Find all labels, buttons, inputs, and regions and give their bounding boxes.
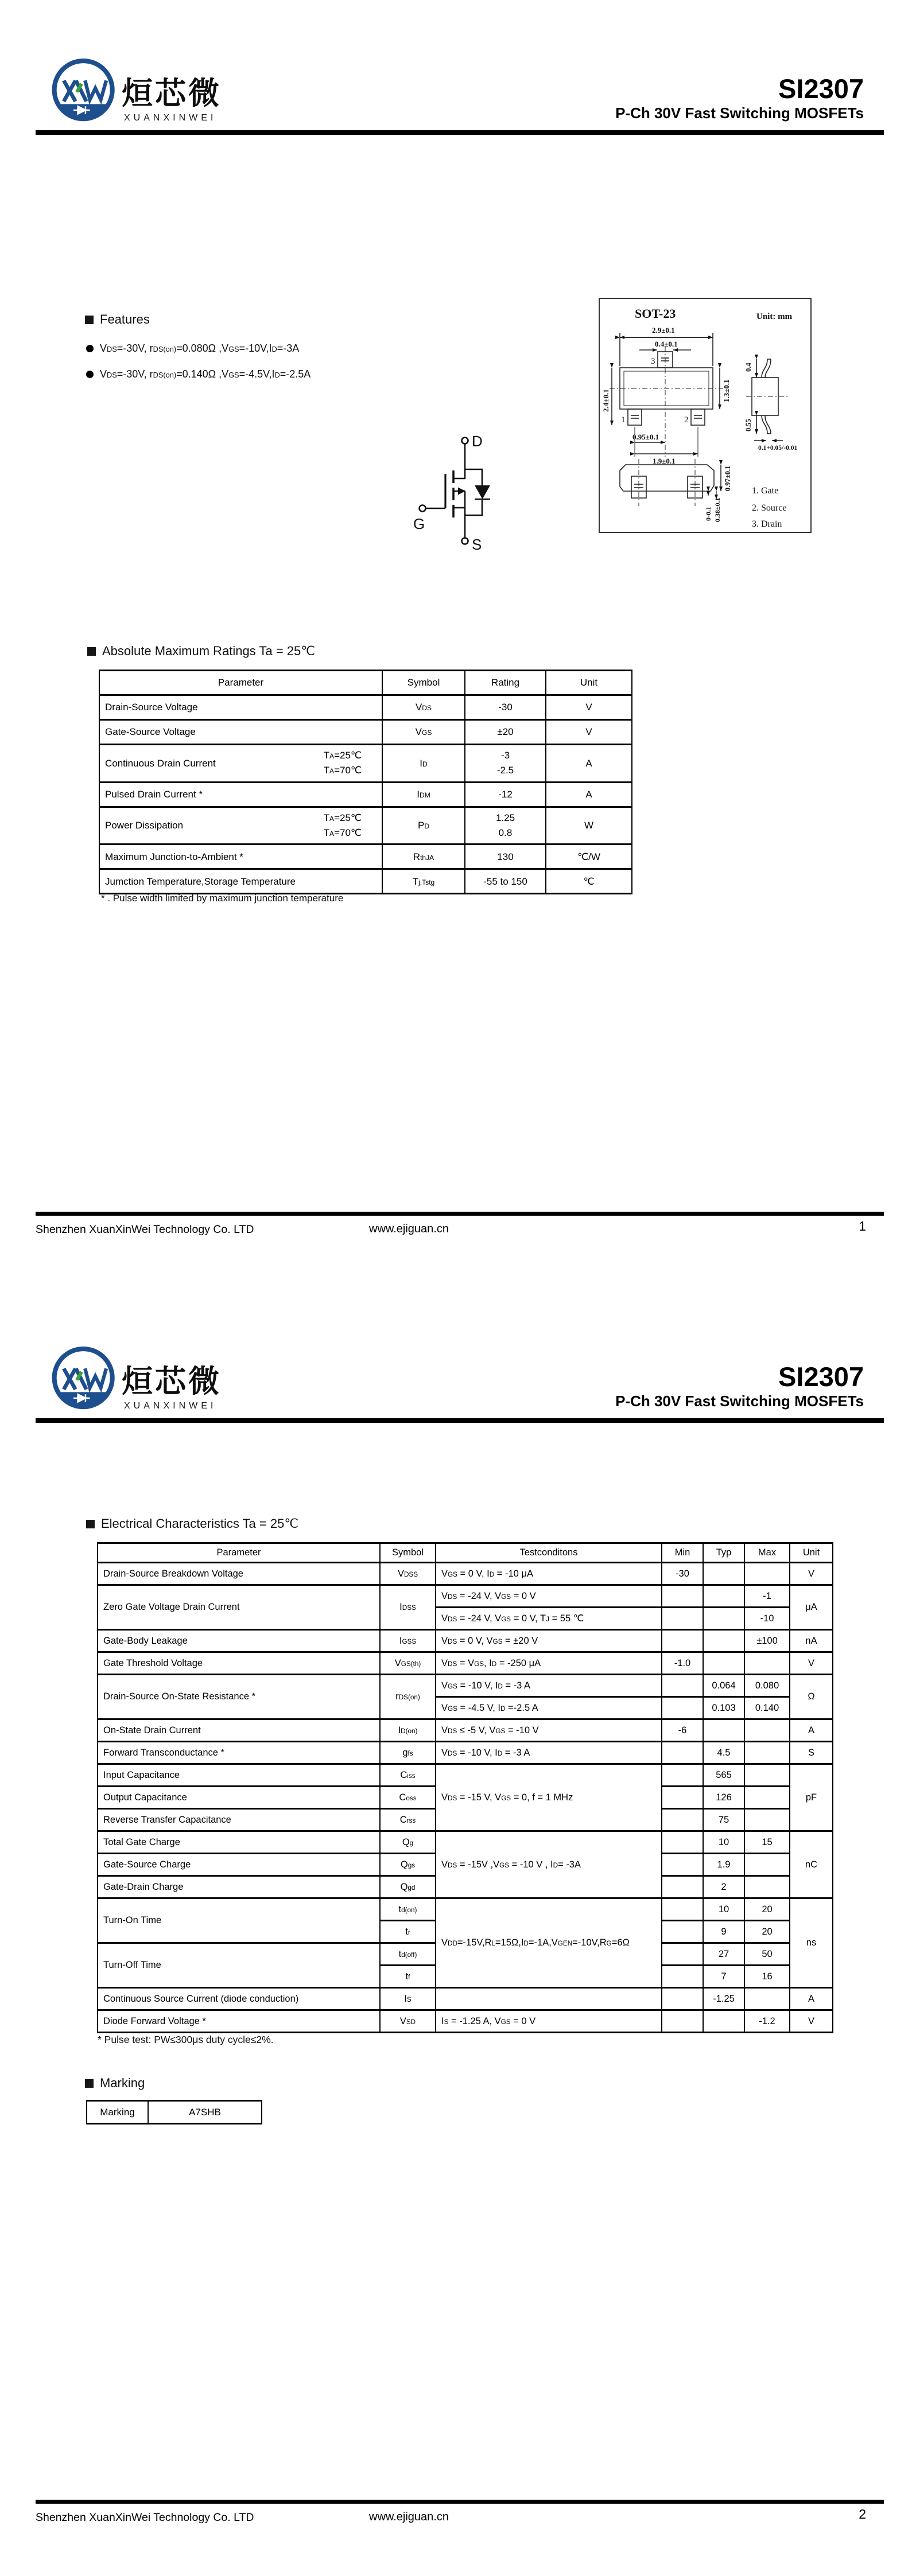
part-number: SI2307 <box>778 1361 864 1392</box>
table-header-row <box>98 1543 833 1563</box>
cell: VDS = VGS, ID = -250 μA <box>436 1652 662 1675</box>
cell <box>436 1988 662 2010</box>
cell: Gate Threshold Voltage <box>98 1652 380 1675</box>
dim-lead-thickness: 0.1+0.05/-0.01 <box>758 445 798 452</box>
cell: IS <box>380 1988 436 2010</box>
cell: Input Capacitance <box>98 1764 380 1787</box>
brand-name-chinese: 烜芯微 <box>122 1364 222 1399</box>
cell: 9 <box>703 1921 744 1943</box>
cell <box>744 1988 790 2010</box>
table-row <box>99 782 632 807</box>
feature-item <box>86 368 311 380</box>
company-logo <box>49 1344 121 1415</box>
marking-value-cell: A7SHB <box>148 2101 262 2124</box>
cell: V <box>790 2010 833 2033</box>
cell: -1.25 <box>703 1988 744 2010</box>
cell <box>662 1876 703 1898</box>
header-cell: Rating <box>465 671 546 695</box>
part-description: P-Ch 30V Fast Switching MOSFETs <box>615 104 864 122</box>
cell: 15 <box>744 1831 790 1854</box>
cell <box>662 1697 703 1719</box>
dim-body-height: 1.3±0.1 <box>722 379 731 402</box>
cell: 130 <box>465 845 546 869</box>
cell: IS = -1.25 A, VGS = 0 V <box>436 2010 662 2033</box>
cell: Gate-Source Voltage <box>99 720 382 745</box>
company-logo <box>49 56 121 127</box>
cell: gfs <box>380 1742 436 1764</box>
cell: V <box>546 720 632 745</box>
cell: Gate-Body Leakage <box>98 1630 380 1652</box>
source-label: S <box>472 536 482 553</box>
cell: 0.080 <box>744 1675 790 1697</box>
feature-item <box>86 343 299 355</box>
table-row <box>98 1652 833 1675</box>
cell <box>662 1608 703 1630</box>
dim-profile-height: 0.97±0.1 <box>724 465 732 491</box>
section-square-icon <box>86 1520 95 1528</box>
cell: VGS(th) <box>380 1652 436 1675</box>
cell: IGSS <box>380 1630 436 1652</box>
cell: 27 <box>703 1943 744 1966</box>
header-cell: Parameter <box>98 1543 380 1563</box>
cell: VDS = -10 V, ID = -3 A <box>436 1742 662 1764</box>
package-unit-label: Unit: mm <box>756 312 793 321</box>
table-row <box>98 1563 833 1585</box>
cell: Turn-On Time <box>98 1898 380 1943</box>
dim-pin-width: 0.4±0.1 <box>655 340 678 348</box>
dim-pitch: 1.9±0.1 <box>653 457 676 465</box>
cell: VDSS <box>380 1563 436 1585</box>
cell: Ω <box>790 1675 833 1719</box>
cell <box>744 1876 790 1898</box>
cell: -30 <box>465 695 546 720</box>
pin1-number: 1 <box>621 415 626 425</box>
cell: Continuous Source Current (diode conduction) <box>98 1988 380 2010</box>
cell: A <box>790 1988 833 2010</box>
cell: W <box>546 807 632 845</box>
cell: Maximum Junction-to-Ambient * <box>99 845 382 869</box>
cell: PD <box>382 807 465 845</box>
table-row <box>99 695 632 720</box>
cell: ID <box>382 745 465 783</box>
cell: -1.0 <box>662 1652 703 1675</box>
footer-company: Shenzhen XuanXinWei Technology Co. LTD <box>36 2511 254 2524</box>
cell: 20 <box>744 1898 790 1921</box>
table-row <box>99 720 632 745</box>
condition-text: TA=70℃ <box>323 827 362 839</box>
cell: Gate-Drain Charge <box>98 1876 380 1898</box>
features-section-title <box>85 312 150 327</box>
dim-lead-bottom: 0.55 <box>744 419 752 431</box>
cell: Crss <box>380 1809 436 1831</box>
cell: tf <box>380 1966 436 1988</box>
cell: VDD=-15V,RL=15Ω,ID=-1A,VGEN=-10V,RG=6Ω <box>436 1898 662 1988</box>
cell <box>99 745 382 783</box>
dim-body-width: 2.9±0.1 <box>652 326 675 334</box>
cell: Pulsed Drain Current * <box>99 782 382 807</box>
bullet-icon <box>86 345 94 352</box>
cell <box>744 1742 790 1764</box>
cell: IDSS <box>380 1585 436 1630</box>
dim-lead-top: 0.4 <box>744 363 752 372</box>
cell: Turn-Off Time <box>98 1943 380 1988</box>
cell: VGS = -10 V, ID = -3 A <box>436 1675 662 1697</box>
brand-name-latin: XUANXINWEI <box>124 1401 217 1411</box>
cell: 1.9 <box>703 1854 744 1876</box>
cell: VGS = -4.5 V, ID =-2.5 A <box>436 1697 662 1719</box>
elec-title-text: Electrical Characteristics Ta = 25℃ <box>101 1516 299 1531</box>
cell <box>662 1675 703 1697</box>
cell <box>662 1854 703 1876</box>
cell: Zero Gate Voltage Drain Current <box>98 1585 380 1630</box>
cell: Diode Forward Voltage * <box>98 2010 380 2033</box>
section-square-icon <box>87 647 96 656</box>
cell: 20 <box>744 1921 790 1943</box>
table-row <box>98 1719 833 1742</box>
cell <box>662 1787 703 1809</box>
cell: VGS = 0 V, ID = -10 μA <box>436 1563 662 1585</box>
cell: S <box>790 1742 833 1764</box>
package-name: SOT-23 <box>635 306 676 321</box>
cell: -55 to 150 <box>465 869 546 894</box>
header-cell: Typ <box>703 1543 744 1563</box>
cell: td(on) <box>380 1898 436 1921</box>
cell: nC <box>790 1831 833 1898</box>
page-number: 2 <box>859 2507 866 2521</box>
cell: Drain-Source On-State Resistance * <box>98 1675 380 1719</box>
table-header-row <box>99 671 632 695</box>
header-rule <box>36 130 884 135</box>
cell <box>465 807 546 845</box>
cell: nA <box>790 1630 833 1652</box>
cell: ns <box>790 1898 833 1988</box>
cell <box>744 1809 790 1831</box>
table-row <box>99 807 632 845</box>
brand-name-latin: XUANXINWEI <box>124 113 217 123</box>
header-cell: Symbol <box>382 671 465 695</box>
pin3-number: 3 <box>651 357 655 366</box>
table-row <box>98 1630 833 1652</box>
marking-section-title <box>85 2076 145 2091</box>
part-number: SI2307 <box>778 73 864 104</box>
cell <box>703 1630 744 1652</box>
cell: Tj,Tstg <box>382 869 465 894</box>
cell: -30 <box>662 1563 703 1585</box>
package-top-view <box>610 333 723 457</box>
cell: 4.5 <box>703 1742 744 1764</box>
cell <box>662 1831 703 1854</box>
cell <box>662 1988 703 2010</box>
cell <box>99 807 382 845</box>
cell: VDS = 0 V, VGS = ±20 V <box>436 1630 662 1652</box>
drain-label: D <box>472 433 483 450</box>
header-cell: Unit <box>546 671 632 695</box>
title-block <box>615 75 864 122</box>
cell: ±100 <box>744 1630 790 1652</box>
electrical-characteristics-table <box>97 1542 833 2033</box>
pin-legend-source: 2. Source <box>752 503 787 513</box>
package-drawing <box>598 297 812 534</box>
cell: V <box>790 1563 833 1585</box>
body-diode-icon <box>475 485 490 499</box>
title-block <box>615 1363 864 1410</box>
pin-legend-gate: 1. Gate <box>752 486 779 496</box>
cell: Reverse Transfer Capacitance <box>98 1809 380 1831</box>
cell: VDS = -24 V, VGS = 0 V, TJ = 55 ℃ <box>436 1608 662 1630</box>
table-row <box>98 2010 833 2033</box>
part-description: P-Ch 30V Fast Switching MOSFETs <box>615 1392 864 1410</box>
table-row <box>98 1742 833 1764</box>
cell: VDS = -15 V, VGS = 0, f = 1 MHz <box>436 1764 662 1831</box>
cell: 565 <box>703 1764 744 1787</box>
cell: 0.064 <box>703 1675 744 1697</box>
cell: -12 <box>465 782 546 807</box>
table-row <box>87 2101 262 2124</box>
cell: Qg <box>380 1831 436 1854</box>
cell <box>703 1719 744 1742</box>
table-row <box>98 1675 833 1697</box>
cell: 7 <box>703 1966 744 1988</box>
cell <box>662 1764 703 1787</box>
cell <box>703 1563 744 1585</box>
cell: ℃ <box>546 869 632 894</box>
cell: -1.2 <box>744 2010 790 2033</box>
absolute-maximum-ratings-table <box>99 670 632 894</box>
cell <box>744 1764 790 1787</box>
cell: 126 <box>703 1787 744 1809</box>
cell <box>744 1563 790 1585</box>
cell: VDS ≤ -5 V, VGS = -10 V <box>436 1719 662 1742</box>
header-cell: Parameter <box>99 671 382 695</box>
marking-title-text: Marking <box>100 2076 145 2090</box>
table-row <box>98 1898 833 1921</box>
cell: On-State Drain Current <box>98 1719 380 1742</box>
cell: A <box>790 1719 833 1742</box>
cell <box>662 2010 703 2033</box>
table-row <box>99 869 632 894</box>
cell: A <box>546 782 632 807</box>
cell: Forward Transconductance * <box>98 1742 380 1764</box>
dim-standoff: 0-0.1 <box>704 507 712 521</box>
section-square-icon <box>85 316 94 324</box>
cell: 50 <box>744 1943 790 1966</box>
table-row <box>98 1764 833 1787</box>
rating-value: -3 <box>500 750 510 761</box>
table-row <box>98 1831 833 1854</box>
elec-section-title <box>86 1516 298 1531</box>
cell: IDM <box>382 782 465 807</box>
rating-value: 0.8 <box>498 827 513 839</box>
cell <box>744 1854 790 1876</box>
header-cell: Symbol <box>380 1543 436 1563</box>
abs-max-section-title <box>87 644 315 659</box>
dim-pitch-half: 0.95±0.1 <box>632 433 659 441</box>
section-square-icon <box>85 2079 94 2088</box>
condition-text: TA=70℃ <box>323 765 362 776</box>
footer-rule <box>36 2500 884 2504</box>
cell: Total Gate Charge <box>98 1831 380 1854</box>
cell: rDS(on) <box>380 1675 436 1719</box>
cell: 75 <box>703 1809 744 1831</box>
dim-overall-height: 2.4±0.1 <box>601 389 610 412</box>
cell: V <box>546 695 632 720</box>
table-row <box>98 1988 833 2010</box>
cell <box>744 1719 790 1742</box>
cell: Coss <box>380 1787 436 1809</box>
cell: VDS = -15V ,VGS = -10 V , ID= -3A <box>436 1831 662 1898</box>
cell: Jumction Temperature,Storage Temperature <box>99 869 382 894</box>
cell: 0.103 <box>703 1697 744 1719</box>
abs-max-footnote: * . Pulse width limited by maximum junction temperature <box>101 893 344 904</box>
cell: Ciss <box>380 1764 436 1787</box>
cell <box>662 1898 703 1921</box>
mosfet-symbol-diagram <box>409 428 523 554</box>
page-2 <box>0 1288 912 2576</box>
cell <box>662 1809 703 1831</box>
feature-text: VDS=-30V, rDS(on)=0.140Ω ,VGS=-4.5V,ID=-2.5A <box>100 368 311 380</box>
cell: VGS <box>382 720 465 745</box>
cell: tr <box>380 1921 436 1943</box>
marking-table <box>86 2100 262 2124</box>
cell: ±20 <box>465 720 546 745</box>
gate-label: G <box>413 515 425 532</box>
footer-website[interactable]: www.ejiguan.cn <box>369 2511 449 2523</box>
cell: VSD <box>380 2010 436 2033</box>
features-title-text: Features <box>100 312 150 326</box>
cell: 0.140 <box>744 1697 790 1719</box>
cell: ℃/W <box>546 845 632 869</box>
marking-label-cell: Marking <box>87 2101 148 2124</box>
cell <box>662 1742 703 1764</box>
footer-website[interactable]: www.ejiguan.cn <box>369 1223 449 1235</box>
cell <box>662 1630 703 1652</box>
pin2-number: 2 <box>684 415 689 425</box>
cell <box>744 1652 790 1675</box>
cell: A <box>546 745 632 783</box>
table-row <box>99 745 632 783</box>
cell: 10 <box>703 1831 744 1854</box>
cell: -1 <box>744 1585 790 1608</box>
bullet-icon <box>86 371 94 378</box>
cell: Qgs <box>380 1854 436 1876</box>
header-cell: Min <box>662 1543 703 1563</box>
cell: Gate-Source Charge <box>98 1854 380 1876</box>
package-side-view <box>746 359 789 441</box>
param-text: Power Dissipation <box>105 820 184 831</box>
cell: Qgd <box>380 1876 436 1898</box>
cell <box>662 1966 703 1988</box>
cell <box>662 1921 703 1943</box>
feature-text: VDS=-30V, rDS(on)=0.080Ω ,VGS=-10V,ID=-3A <box>100 343 300 354</box>
abs-max-title-text: Absolute Maximum Ratings Ta = 25℃ <box>102 644 315 658</box>
cell: VDS <box>382 695 465 720</box>
rating-value: 1.25 <box>495 812 515 823</box>
cell: RthJA <box>382 845 465 869</box>
table-row <box>98 1585 833 1608</box>
condition-text: TA=25℃ <box>323 750 362 761</box>
cell: VDS = -24 V, VGS = 0 V <box>436 1585 662 1608</box>
cell: Drain-Source Voltage <box>99 695 382 720</box>
dim-foot-length: 0.38±0.1 <box>713 497 721 522</box>
cell <box>703 1652 744 1675</box>
param-text: Continuous Drain Current <box>105 757 216 769</box>
cell: ID(on) <box>380 1719 436 1742</box>
cell: V <box>790 1652 833 1675</box>
pin-legend-drain: 3. Drain <box>752 519 782 529</box>
cell: 16 <box>744 1966 790 1988</box>
cell: -10 <box>744 1608 790 1630</box>
elec-footnote: * Pulse test: PW≤300μs duty cycle≤2%. <box>98 2034 274 2045</box>
cell: μA <box>790 1585 833 1630</box>
cell <box>744 1787 790 1809</box>
header-cell: Max <box>744 1543 790 1563</box>
rating-value: -2.5 <box>496 765 514 776</box>
header-cell: Testconditons <box>436 1543 662 1563</box>
page-number: 1 <box>859 1219 866 1233</box>
package-elevation-view <box>620 459 721 506</box>
cell <box>703 1585 744 1608</box>
cell: pF <box>790 1764 833 1831</box>
header-rule <box>36 1418 884 1423</box>
cell: -6 <box>662 1719 703 1742</box>
cell: 2 <box>703 1876 744 1898</box>
cell: 10 <box>703 1898 744 1921</box>
cell <box>465 745 546 783</box>
header-cell: Unit <box>790 1543 833 1563</box>
cell <box>703 1608 744 1630</box>
condition-text: TA=25℃ <box>323 812 362 823</box>
footer-rule <box>36 1212 884 1216</box>
cell: Drain-Source Breakdown Voltage <box>98 1563 380 1585</box>
cell <box>662 1585 703 1608</box>
footer-company: Shenzhen XuanXinWei Technology Co. LTD <box>36 1223 254 1236</box>
table-row <box>99 845 632 869</box>
cell <box>703 2010 744 2033</box>
brand-name-chinese: 烜芯微 <box>122 76 222 111</box>
cell: td(off) <box>380 1943 436 1966</box>
cell <box>662 1943 703 1966</box>
cell: Output Capacitance <box>98 1787 380 1809</box>
